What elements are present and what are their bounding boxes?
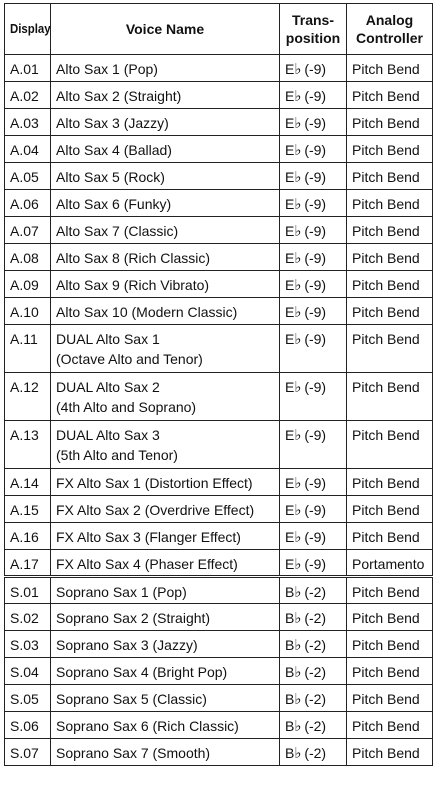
cell-analog-controller: Pitch Bend [347, 271, 433, 298]
flat-symbol: ♭ [294, 427, 301, 444]
cell-voice-name [51, 136, 280, 163]
cell-voice-name [51, 685, 280, 712]
cell-display: A.05 [5, 163, 51, 190]
transposition-value: (-9) [304, 427, 327, 443]
cell-transposition [280, 496, 347, 523]
voice-name-line1: Soprano Sax 7 (Smooth) [56, 745, 211, 761]
header-voice-name: Voice Name [51, 4, 280, 55]
cell-voice-name [51, 604, 280, 631]
flat-symbol: ♭ [294, 196, 301, 213]
cell-analog-controller: Pitch Bend [347, 421, 433, 469]
cell-voice-name [51, 55, 280, 82]
flat-symbol: ♭ [294, 475, 301, 492]
transposition-note: E [285, 88, 295, 104]
cell-transposition [280, 217, 347, 244]
header-transposition-line1: Trans- [291, 12, 334, 28]
transposition-note: B [285, 664, 295, 680]
cell-transposition [280, 325, 347, 373]
cell-voice-name [51, 496, 280, 523]
cell-transposition [280, 271, 347, 298]
transposition-note: B [285, 610, 295, 626]
transposition-note: E [285, 277, 295, 293]
transposition-note: B [285, 718, 295, 734]
table-row [5, 298, 433, 325]
voice-name-line1: FX Alto Sax 1 (Distortion Effect) [56, 475, 253, 491]
cell-voice-name [51, 577, 280, 604]
flat-symbol: ♭ [294, 584, 301, 601]
transposition-value: (-9) [304, 142, 327, 158]
table-row [5, 739, 433, 766]
header-transposition-line2: position [285, 30, 341, 46]
table-row [5, 271, 433, 298]
cell-voice-name [51, 469, 280, 496]
transposition-value: (-9) [304, 529, 327, 545]
cell-transposition [280, 469, 347, 496]
cell-analog-controller: Pitch Bend [347, 109, 433, 136]
cell-transposition [280, 109, 347, 136]
transposition-note: E [285, 529, 295, 545]
voice-name-line1: Alto Sax 7 (Classic) [56, 223, 179, 239]
transposition-note: E [285, 142, 295, 158]
cell-display: A.12 [5, 373, 51, 421]
voice-table [4, 3, 433, 766]
cell-display: S.06 [5, 712, 51, 739]
voice-name-line1: Soprano Sax 1 (Pop) [56, 584, 187, 600]
table-row [5, 496, 433, 523]
transposition-value: (-2) [304, 664, 327, 680]
flat-symbol: ♭ [294, 556, 301, 573]
cell-display: S.03 [5, 631, 51, 658]
table-row [5, 604, 433, 631]
flat-symbol: ♭ [294, 502, 301, 519]
cell-voice-name [51, 325, 280, 373]
table-row [5, 136, 433, 163]
cell-voice-name [51, 550, 280, 577]
cell-analog-controller: Pitch Bend [347, 325, 433, 373]
cell-display: A.16 [5, 523, 51, 550]
table-row [5, 631, 433, 658]
cell-display: A.13 [5, 421, 51, 469]
transposition-value: (-2) [304, 718, 327, 734]
cell-voice-name [51, 163, 280, 190]
header-row [5, 4, 433, 55]
transposition-value: (-9) [304, 475, 327, 491]
cell-voice-name [51, 739, 280, 766]
transposition-note: E [285, 475, 295, 491]
voice-name-line1: Alto Sax 4 (Ballad) [56, 142, 172, 158]
cell-display: A.09 [5, 271, 51, 298]
cell-display: S.01 [5, 577, 51, 604]
cell-voice-name [51, 109, 280, 136]
flat-symbol: ♭ [294, 115, 301, 132]
table-row [5, 658, 433, 685]
table-row [5, 421, 433, 469]
voice-name-line1: Soprano Sax 4 (Bright Pop) [56, 664, 228, 680]
cell-analog-controller: Pitch Bend [347, 739, 433, 766]
transposition-value: (-9) [304, 304, 327, 320]
cell-analog-controller: Pitch Bend [347, 496, 433, 523]
table-body [5, 55, 433, 766]
flat-symbol: ♭ [294, 610, 301, 627]
voice-name-line1: DUAL Alto Sax 1 [56, 331, 160, 347]
header-analog-line1: Analog [365, 12, 414, 28]
voice-name-line1: FX Alto Sax 4 (Phaser Effect) [56, 556, 238, 572]
cell-voice-name [51, 271, 280, 298]
cell-voice-name [51, 712, 280, 739]
transposition-value: (-2) [304, 745, 327, 761]
cell-voice-name [51, 298, 280, 325]
transposition-note: E [285, 304, 295, 320]
cell-transposition [280, 712, 347, 739]
cell-display: A.15 [5, 496, 51, 523]
cell-analog-controller: Pitch Bend [347, 298, 433, 325]
header-analog-controller [347, 4, 433, 55]
transposition-note: B [285, 637, 295, 653]
cell-analog-controller: Portamento [347, 550, 433, 577]
transposition-value: (-2) [304, 584, 327, 600]
flat-symbol: ♭ [294, 718, 301, 735]
table-row [5, 82, 433, 109]
table-row [5, 550, 433, 577]
transposition-value: (-9) [304, 502, 327, 518]
flat-symbol: ♭ [294, 61, 301, 78]
cell-display: A.11 [5, 325, 51, 373]
flat-symbol: ♭ [294, 304, 301, 321]
transposition-note: E [285, 169, 295, 185]
cell-transposition [280, 739, 347, 766]
voice-name-line1: FX Alto Sax 3 (Flanger Effect) [56, 529, 241, 545]
table-row [5, 190, 433, 217]
transposition-value: (-9) [304, 556, 327, 572]
cell-analog-controller: Pitch Bend [347, 631, 433, 658]
cell-display: A.02 [5, 82, 51, 109]
transposition-value: (-9) [304, 115, 327, 131]
voice-name-line1: Soprano Sax 2 (Straight) [56, 610, 211, 626]
transposition-note: B [285, 584, 295, 600]
cell-voice-name [51, 658, 280, 685]
cell-voice-name [51, 421, 280, 469]
transposition-note: E [285, 115, 295, 131]
cell-analog-controller: Pitch Bend [347, 685, 433, 712]
table-row [5, 712, 433, 739]
transposition-note: E [285, 196, 295, 212]
flat-symbol: ♭ [294, 379, 301, 396]
cell-transposition [280, 604, 347, 631]
cell-transposition [280, 523, 347, 550]
header-display: Display [7, 4, 47, 55]
voice-name-line1: Soprano Sax 3 (Jazzy) [56, 637, 198, 653]
table-row [5, 244, 433, 271]
voice-name-line1: Alto Sax 2 (Straight) [56, 88, 182, 104]
cell-transposition [280, 298, 347, 325]
transposition-value: (-9) [304, 88, 327, 104]
cell-analog-controller: Pitch Bend [347, 712, 433, 739]
header-transposition [280, 4, 347, 55]
voice-name-line1: Alto Sax 3 (Jazzy) [56, 115, 169, 131]
table-row [5, 325, 433, 373]
transposition-value: (-9) [304, 196, 327, 212]
transposition-note: E [285, 379, 295, 395]
voice-name-line1: Alto Sax 1 (Pop) [56, 61, 158, 77]
voice-name-line1: DUAL Alto Sax 3 [56, 427, 160, 443]
cell-analog-controller: Pitch Bend [347, 577, 433, 604]
cell-analog-controller: Pitch Bend [347, 523, 433, 550]
flat-symbol: ♭ [294, 331, 301, 348]
transposition-note: E [285, 502, 295, 518]
cell-display: A.07 [5, 217, 51, 244]
cell-analog-controller: Pitch Bend [347, 190, 433, 217]
transposition-value: (-2) [304, 691, 327, 707]
cell-transposition [280, 550, 347, 577]
table-row [5, 217, 433, 244]
voice-name-line1: Soprano Sax 5 (Classic) [56, 691, 207, 707]
cell-transposition [280, 373, 347, 421]
voice-name-line2: (4th Alto and Soprano) [56, 399, 197, 415]
transposition-note: E [285, 61, 295, 77]
cell-display: S.04 [5, 658, 51, 685]
transposition-note: E [285, 427, 295, 443]
cell-display: A.14 [5, 469, 51, 496]
voice-name-line1: Alto Sax 8 (Rich Classic) [56, 250, 211, 266]
cell-transposition [280, 577, 347, 604]
cell-display: S.02 [5, 604, 51, 631]
cell-analog-controller: Pitch Bend [347, 163, 433, 190]
voice-name-line1: DUAL Alto Sax 2 [56, 379, 160, 395]
transposition-value: (-9) [304, 379, 327, 395]
flat-symbol: ♭ [294, 529, 301, 546]
cell-analog-controller: Pitch Bend [347, 136, 433, 163]
cell-display: S.05 [5, 685, 51, 712]
cell-analog-controller: Pitch Bend [347, 217, 433, 244]
voice-name-line2: (5th Alto and Tenor) [56, 447, 178, 463]
cell-analog-controller: Pitch Bend [347, 658, 433, 685]
transposition-value: (-9) [304, 169, 327, 185]
cell-voice-name [51, 217, 280, 244]
cell-transposition [280, 658, 347, 685]
transposition-value: (-9) [304, 223, 327, 239]
transposition-value: (-9) [304, 61, 327, 77]
cell-transposition [280, 190, 347, 217]
flat-symbol: ♭ [294, 745, 301, 762]
table-row [5, 55, 433, 82]
voice-name-line1: Soprano Sax 6 (Rich Classic) [56, 718, 239, 734]
voice-name-line1: Alto Sax 6 (Funky) [56, 196, 172, 212]
table-row [5, 523, 433, 550]
transposition-value: (-9) [304, 331, 327, 347]
header-analog-line2: Controller [356, 30, 423, 46]
cell-display: A.10 [5, 298, 51, 325]
voice-name-line2: (Octave Alto and Tenor) [56, 351, 203, 367]
transposition-note: E [285, 223, 295, 239]
flat-symbol: ♭ [294, 664, 301, 681]
cell-transposition [280, 55, 347, 82]
cell-voice-name [51, 523, 280, 550]
transposition-note: E [285, 250, 295, 266]
voice-name-line1: Alto Sax 10 (Modern Classic) [56, 304, 238, 320]
flat-symbol: ♭ [294, 142, 301, 159]
cell-display: A.04 [5, 136, 51, 163]
table-row [5, 469, 433, 496]
cell-voice-name [51, 373, 280, 421]
cell-display: A.17 [5, 550, 51, 577]
voice-name-line1: Alto Sax 9 (Rich Vibrato) [56, 277, 210, 293]
cell-transposition [280, 631, 347, 658]
cell-analog-controller: Pitch Bend [347, 373, 433, 421]
transposition-value: (-2) [304, 637, 327, 653]
transposition-value: (-9) [304, 250, 327, 266]
cell-voice-name [51, 82, 280, 109]
cell-voice-name [51, 190, 280, 217]
table-row [5, 163, 433, 190]
transposition-value: (-9) [304, 277, 327, 293]
transposition-note: E [285, 556, 295, 572]
cell-display: A.08 [5, 244, 51, 271]
flat-symbol: ♭ [294, 169, 301, 186]
flat-symbol: ♭ [294, 637, 301, 654]
table-row [5, 685, 433, 712]
cell-transposition [280, 163, 347, 190]
flat-symbol: ♭ [294, 250, 301, 267]
table-row [5, 577, 433, 604]
flat-symbol: ♭ [294, 223, 301, 240]
cell-display: A.06 [5, 190, 51, 217]
flat-symbol: ♭ [294, 88, 301, 105]
cell-transposition [280, 244, 347, 271]
cell-analog-controller: Pitch Bend [347, 244, 433, 271]
voice-name-line1: FX Alto Sax 2 (Overdrive Effect) [56, 502, 255, 518]
cell-analog-controller: Pitch Bend [347, 82, 433, 109]
voice-name-line1: Alto Sax 5 (Rock) [56, 169, 165, 185]
cell-transposition [280, 82, 347, 109]
cell-analog-controller: Pitch Bend [347, 55, 433, 82]
cell-transposition [280, 136, 347, 163]
cell-display: A.03 [5, 109, 51, 136]
transposition-note: B [285, 745, 295, 761]
cell-transposition [280, 421, 347, 469]
cell-display: S.07 [5, 739, 51, 766]
cell-transposition [280, 685, 347, 712]
cell-display: A.01 [5, 55, 51, 82]
transposition-note: E [285, 331, 295, 347]
cell-voice-name [51, 631, 280, 658]
transposition-note: B [285, 691, 295, 707]
transposition-value: (-2) [304, 610, 327, 626]
cell-analog-controller: Pitch Bend [347, 604, 433, 631]
table-row [5, 109, 433, 136]
cell-voice-name [51, 244, 280, 271]
table-row [5, 373, 433, 421]
flat-symbol: ♭ [294, 691, 301, 708]
cell-analog-controller: Pitch Bend [347, 469, 433, 496]
flat-symbol: ♭ [294, 277, 301, 294]
